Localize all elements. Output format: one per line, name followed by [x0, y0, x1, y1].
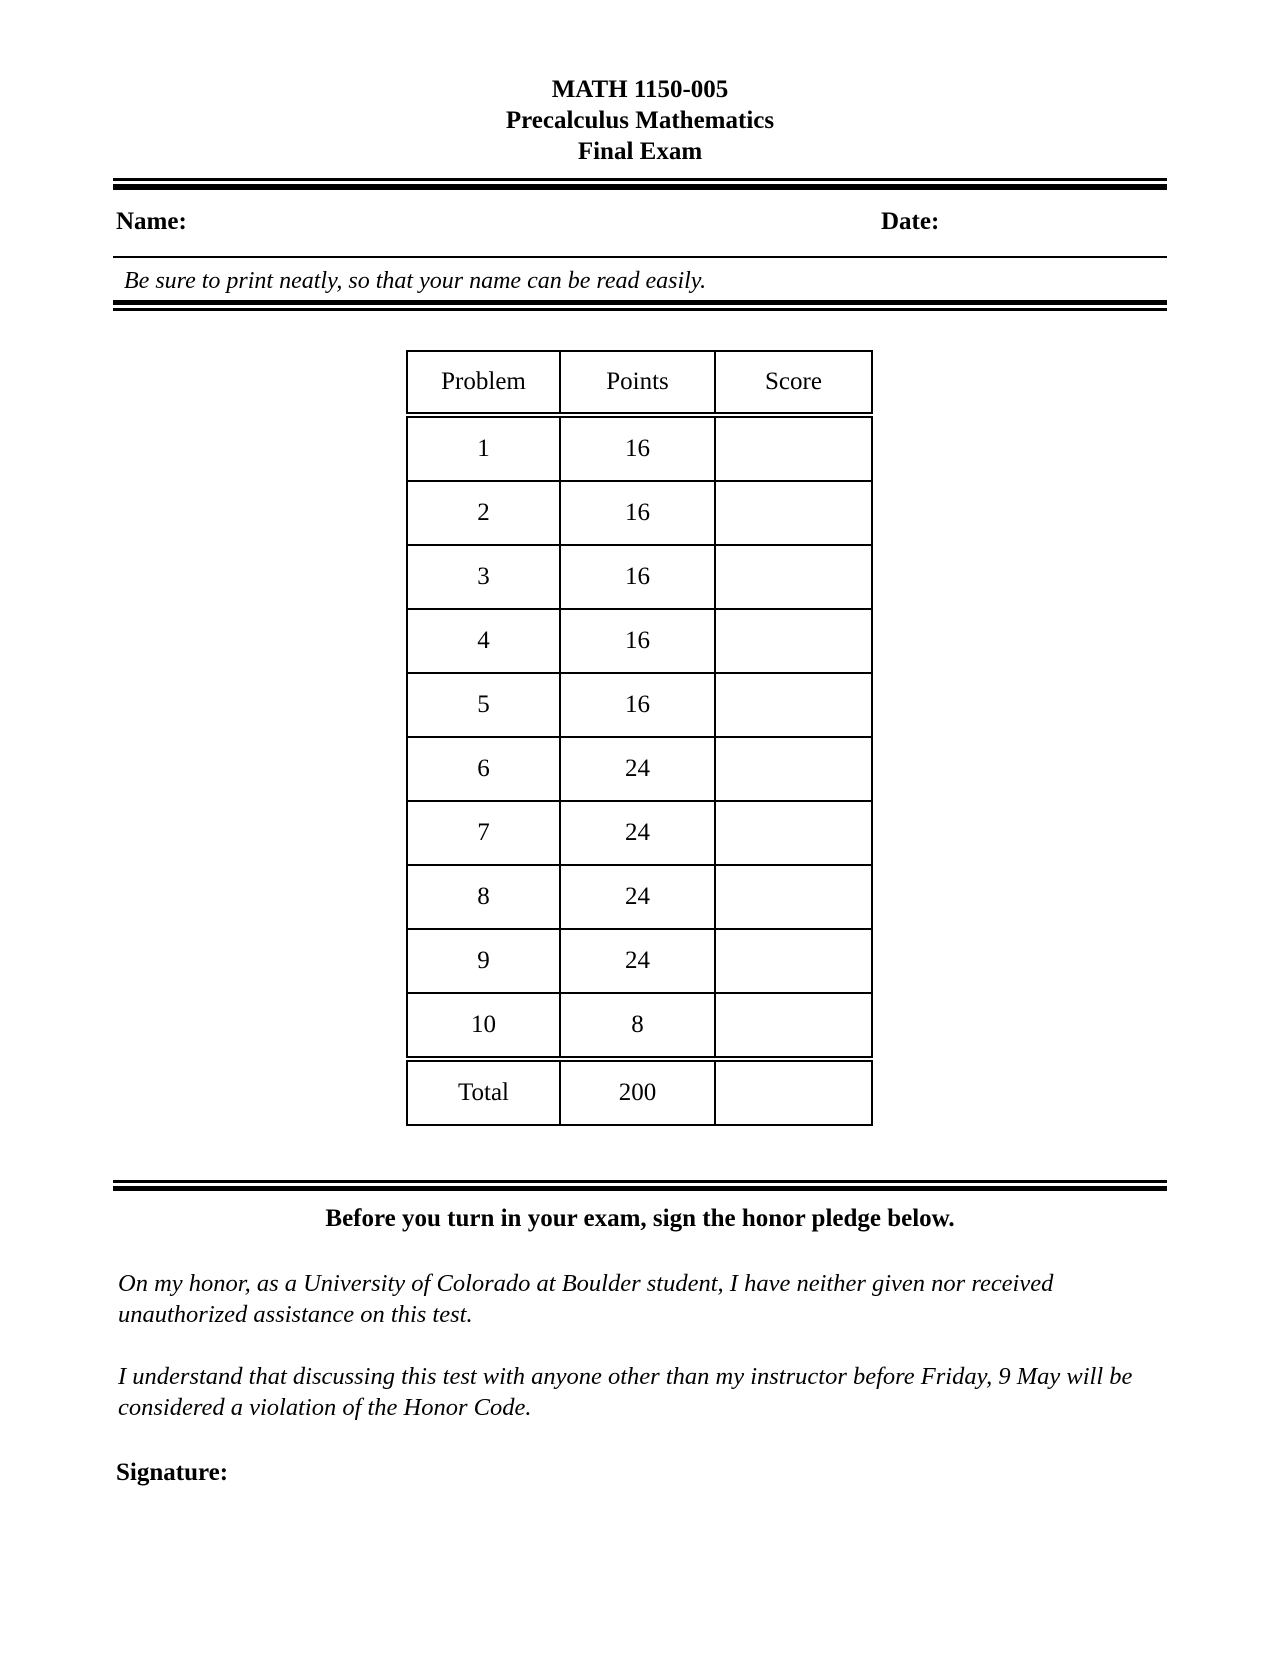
signature-label: Signature:: [116, 1459, 229, 1486]
points-cell: 24: [560, 737, 715, 801]
score-cell: [715, 609, 872, 673]
date-label: Date:: [881, 208, 940, 235]
honor-statement: On my honor, as a University of Colorado at Boulder student, I have neither given nor received unauthorized assistance on this test.: [118, 1270, 1054, 1328]
header-score: Score: [715, 351, 872, 415]
points-cell: 16: [560, 415, 715, 481]
points-cell: 16: [560, 609, 715, 673]
instruction-rule-bottom: [113, 308, 1167, 311]
exam-header: [0, 74, 1280, 167]
score-cell: [715, 929, 872, 993]
score-cell: [715, 673, 872, 737]
total-label-cell: Total: [407, 1059, 560, 1125]
honor-code-statement: I understand that discussing this test with anyone other than my instructor before Friday, 9 May will be considered a violation of the Honor Code.: [118, 1363, 1133, 1421]
table-row: [407, 929, 872, 993]
name-line-rule: [113, 256, 1167, 258]
score-cell: [715, 737, 872, 801]
score-cell: [715, 545, 872, 609]
problem-cell: 7: [407, 801, 560, 865]
problem-cell: 10: [407, 993, 560, 1059]
table-row: [407, 415, 872, 481]
header-rule-top: [113, 178, 1167, 181]
problem-cell: 5: [407, 673, 560, 737]
header-points: Points: [560, 351, 715, 415]
total-row: [407, 1059, 872, 1125]
header-problem: Problem: [407, 351, 560, 415]
course-title: Precalculus Mathematics: [505, 107, 775, 134]
pledge-title: Before you turn in your exam, sign the honor pledge below.: [325, 1205, 955, 1232]
table-row: [407, 993, 872, 1059]
score-table-header-row: [407, 351, 872, 415]
score-cell: [715, 993, 872, 1059]
points-cell: 16: [560, 673, 715, 737]
instruction-rule-top: [113, 300, 1167, 305]
table-row: [407, 801, 872, 865]
course-code: MATH 1150-005: [551, 76, 729, 103]
pledge-rule-top: [113, 1180, 1167, 1183]
points-cell: 16: [560, 481, 715, 545]
problem-cell: 6: [407, 737, 560, 801]
score-table: [406, 350, 873, 1126]
problem-cell: 1: [407, 415, 560, 481]
pledge-rule-bottom: [113, 1186, 1167, 1191]
exam-title: Final Exam: [577, 138, 703, 165]
points-cell: 16: [560, 545, 715, 609]
table-row: [407, 481, 872, 545]
total-score-cell: [715, 1059, 872, 1125]
score-cell: [715, 415, 872, 481]
points-cell: 24: [560, 801, 715, 865]
total-points-cell: 200: [560, 1059, 715, 1125]
name-label: Name:: [116, 208, 187, 235]
points-cell: 8: [560, 993, 715, 1059]
score-cell: [715, 801, 872, 865]
problem-cell: 2: [407, 481, 560, 545]
table-row: [407, 737, 872, 801]
print-neatly-instruction: Be sure to print neatly, so that your name can be read easily.: [124, 268, 707, 294]
table-row: [407, 673, 872, 737]
table-row: [407, 545, 872, 609]
problem-cell: 3: [407, 545, 560, 609]
problem-cell: 8: [407, 865, 560, 929]
table-row: [407, 609, 872, 673]
header-rule-bottom: [113, 184, 1167, 190]
table-row: [407, 865, 872, 929]
points-cell: 24: [560, 865, 715, 929]
score-cell: [715, 481, 872, 545]
problem-cell: 4: [407, 609, 560, 673]
points-cell: 24: [560, 929, 715, 993]
problem-cell: 9: [407, 929, 560, 993]
score-cell: [715, 865, 872, 929]
